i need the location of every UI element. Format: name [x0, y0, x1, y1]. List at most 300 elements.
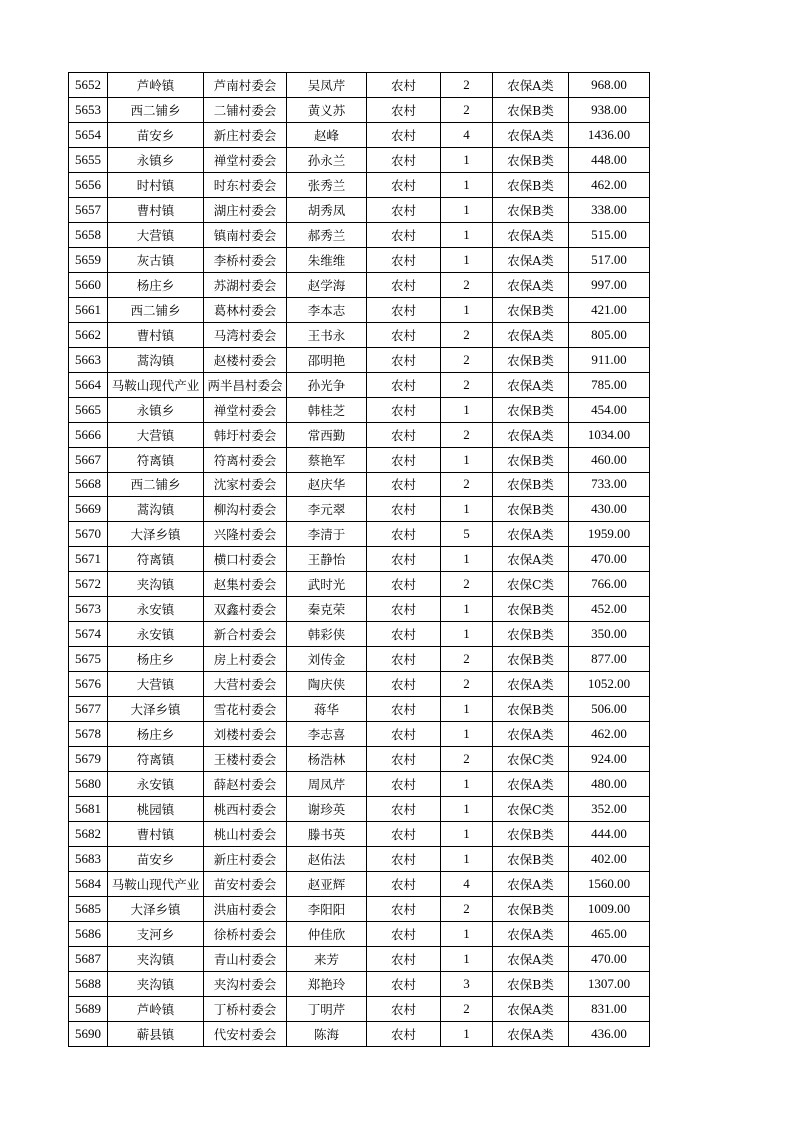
- village-cell: [204, 297, 287, 322]
- insurance-class: 农保B类: [507, 627, 554, 643]
- town: 西二铺乡: [130, 102, 181, 118]
- table-row: [69, 497, 650, 522]
- village: 芦南村委会: [213, 77, 277, 93]
- area-type-cell: [367, 172, 441, 197]
- amount-cell: [569, 297, 650, 322]
- row-id-cell: [69, 872, 108, 897]
- row-id-cell: [69, 472, 108, 497]
- amount-cell: [569, 247, 650, 272]
- household-count: 4: [463, 126, 470, 142]
- village-cell: [204, 397, 287, 422]
- town-cell: [108, 697, 204, 722]
- village: 代安村委会: [213, 1026, 277, 1042]
- person-name: 蒋华: [313, 702, 339, 718]
- table-row: [69, 73, 650, 98]
- village: 双鑫村委会: [213, 602, 277, 618]
- amount: 352.00: [591, 801, 627, 817]
- household-count: 1: [463, 551, 470, 567]
- table-row: [69, 472, 650, 497]
- table-row: [69, 572, 650, 597]
- area-type: 农村: [390, 202, 416, 218]
- area-type: 农村: [390, 502, 416, 518]
- area-type: 农村: [390, 876, 416, 892]
- amount-cell: [569, 422, 650, 447]
- row-id: 5670: [75, 526, 101, 542]
- table-row: [69, 122, 650, 147]
- insurance-class-cell: [493, 797, 569, 822]
- amount-cell: [569, 996, 650, 1021]
- table-row: [69, 172, 650, 197]
- table-row: [69, 297, 650, 322]
- person-name: 韩彩侠: [307, 627, 346, 643]
- amount-cell: [569, 397, 650, 422]
- row-id-cell: [69, 73, 108, 98]
- household-count: 1: [463, 601, 470, 617]
- insurance-class-cell: [493, 197, 569, 222]
- town-cell: [108, 447, 204, 472]
- row-id: 5677: [75, 701, 101, 717]
- insurance-class-cell: [493, 172, 569, 197]
- town-cell: [108, 896, 204, 921]
- household-count: 1: [463, 776, 470, 792]
- row-id-cell: [69, 921, 108, 946]
- person-name-cell: [287, 347, 367, 372]
- town: 芦岭镇: [136, 1001, 175, 1017]
- insurance-class: 农保A类: [507, 951, 554, 967]
- row-id: 5661: [75, 301, 101, 317]
- town: 马鞍山现代产业: [111, 377, 200, 393]
- insurance-class-cell: [493, 747, 569, 772]
- town-cell: [108, 996, 204, 1021]
- insurance-class-cell: [493, 372, 569, 397]
- insurance-class-cell: [493, 946, 569, 971]
- insurance-class-cell: [493, 147, 569, 172]
- village: 马湾村委会: [213, 327, 277, 343]
- amount: 444.00: [591, 826, 627, 842]
- row-id-cell: [69, 447, 108, 472]
- household-count: 1: [463, 1025, 470, 1041]
- area-type: 农村: [390, 802, 416, 818]
- household-count-cell: [441, 921, 493, 946]
- person-name-cell: [287, 697, 367, 722]
- person-name: 郑艳玲: [307, 976, 346, 992]
- insurance-class-cell: [493, 896, 569, 921]
- town: 大泽乡镇: [130, 901, 181, 917]
- row-id-cell: [69, 347, 108, 372]
- person-name-cell: [287, 672, 367, 697]
- village-cell: [204, 172, 287, 197]
- person-name-cell: [287, 97, 367, 122]
- row-id: 5690: [75, 1025, 101, 1041]
- town-cell: [108, 547, 204, 572]
- amount-cell: [569, 447, 650, 472]
- household-count-cell: [441, 572, 493, 597]
- person-name-cell: [287, 946, 367, 971]
- household-count-cell: [441, 247, 493, 272]
- household-count: 2: [463, 751, 470, 767]
- amount-cell: [569, 572, 650, 597]
- town-cell: [108, 222, 204, 247]
- village: 禅堂村委会: [213, 152, 277, 168]
- village: 赵楼村委会: [213, 352, 277, 368]
- insurance-class: 农保A类: [507, 277, 554, 293]
- table-row: [69, 547, 650, 572]
- town-cell: [108, 872, 204, 897]
- town-cell: [108, 197, 204, 222]
- household-count-cell: [441, 347, 493, 372]
- area-type-cell: [367, 522, 441, 547]
- insurance-class-cell: [493, 247, 569, 272]
- village-cell: [204, 73, 287, 98]
- town: 夹沟镇: [136, 976, 175, 992]
- person-name: 来芳: [313, 951, 339, 967]
- insurance-class-cell: [493, 572, 569, 597]
- amount-cell: [569, 197, 650, 222]
- town-cell: [108, 122, 204, 147]
- table-row: [69, 397, 650, 422]
- insurance-class: 农保A类: [507, 377, 554, 393]
- insurance-class: 农保A类: [507, 677, 554, 693]
- amount: 517.00: [591, 251, 627, 267]
- insurance-class: 农保B类: [507, 477, 554, 493]
- person-name: 赵庆华: [307, 477, 346, 493]
- row-id: 5672: [75, 576, 101, 592]
- town: 大营镇: [136, 677, 175, 693]
- row-id-cell: [69, 847, 108, 872]
- amount: 1052.00: [587, 676, 631, 692]
- household-count: 2: [463, 101, 470, 117]
- insurance-class: 农保A类: [507, 926, 554, 942]
- household-count-cell: [441, 872, 493, 897]
- village-cell: [204, 622, 287, 647]
- town: 蒿沟镇: [136, 502, 175, 518]
- person-name-cell: [287, 797, 367, 822]
- village-cell: [204, 822, 287, 847]
- table-row: [69, 422, 650, 447]
- town-cell: [108, 97, 204, 122]
- insurance-class: 农保B类: [507, 827, 554, 843]
- person-name-cell: [287, 1021, 367, 1046]
- insurance-class-cell: [493, 921, 569, 946]
- area-type: 农村: [390, 327, 416, 343]
- insurance-class-cell: [493, 347, 569, 372]
- person-name-cell: [287, 872, 367, 897]
- household-count-cell: [441, 946, 493, 971]
- table-row: [69, 797, 650, 822]
- amount: 877.00: [591, 651, 627, 667]
- village-cell: [204, 872, 287, 897]
- amount-cell: [569, 822, 650, 847]
- row-id: 5652: [75, 76, 101, 92]
- benefit-table: [68, 72, 650, 1047]
- row-id: 5683: [75, 851, 101, 867]
- row-id: 5658: [75, 226, 101, 242]
- household-count-cell: [441, 472, 493, 497]
- insurance-class: 农保B类: [507, 976, 554, 992]
- person-name-cell: [287, 597, 367, 622]
- insurance-class-cell: [493, 522, 569, 547]
- household-count: 2: [463, 426, 470, 442]
- row-id: 5656: [75, 176, 101, 192]
- area-type-cell: [367, 921, 441, 946]
- amount: 766.00: [591, 576, 627, 592]
- town: 西二铺乡: [130, 302, 181, 318]
- person-name: 武时光: [307, 577, 346, 593]
- row-id: 5662: [75, 326, 101, 342]
- insurance-class-cell: [493, 996, 569, 1021]
- area-type: 农村: [390, 752, 416, 768]
- table-row: [69, 647, 650, 672]
- town: 永镇乡: [136, 402, 175, 418]
- area-type: 农村: [390, 827, 416, 843]
- household-count-cell: [441, 547, 493, 572]
- area-type: 农村: [390, 577, 416, 593]
- insurance-class-cell: [493, 971, 569, 996]
- amount: 1034.00: [587, 426, 631, 442]
- village-cell: [204, 422, 287, 447]
- area-type: 农村: [390, 452, 416, 468]
- person-name-cell: [287, 971, 367, 996]
- amount-cell: [569, 747, 650, 772]
- area-type: 农村: [390, 177, 416, 193]
- household-count: 1: [463, 925, 470, 941]
- row-id-cell: [69, 497, 108, 522]
- town-cell: [108, 322, 204, 347]
- row-id-cell: [69, 647, 108, 672]
- area-type-cell: [367, 971, 441, 996]
- insurance-class: 农保B类: [507, 352, 554, 368]
- amount: 452.00: [591, 601, 627, 617]
- table-row: [69, 996, 650, 1021]
- insurance-class-cell: [493, 622, 569, 647]
- amount: 436.00: [591, 1025, 627, 1041]
- amount-cell: [569, 522, 650, 547]
- person-name: 吴凤芹: [307, 77, 346, 93]
- town: 灰古镇: [136, 252, 175, 268]
- insurance-class: 农保B类: [507, 502, 554, 518]
- household-count: 1: [463, 501, 470, 517]
- amount-cell: [569, 772, 650, 797]
- village-cell: [204, 97, 287, 122]
- village-cell: [204, 647, 287, 672]
- household-count: 2: [463, 276, 470, 292]
- insurance-class-cell: [493, 697, 569, 722]
- person-name-cell: [287, 497, 367, 522]
- insurance-class: 农保C类: [506, 577, 555, 593]
- area-type-cell: [367, 896, 441, 921]
- town-cell: [108, 372, 204, 397]
- village: 大营村委会: [213, 677, 277, 693]
- person-name: 陶庆侠: [307, 677, 346, 693]
- area-type-cell: [367, 572, 441, 597]
- town: 夹沟镇: [136, 951, 175, 967]
- household-count-cell: [441, 622, 493, 647]
- person-name: 陈海: [313, 1026, 339, 1042]
- household-count: 2: [463, 351, 470, 367]
- person-name: 赵学海: [307, 277, 346, 293]
- person-name-cell: [287, 722, 367, 747]
- town-cell: [108, 847, 204, 872]
- amount: 785.00: [591, 376, 627, 392]
- village: 房上村委会: [213, 652, 277, 668]
- person-name: 孙永兰: [307, 152, 346, 168]
- household-count-cell: [441, 397, 493, 422]
- household-count: 3: [463, 975, 470, 991]
- village-cell: [204, 547, 287, 572]
- area-type: 农村: [390, 777, 416, 793]
- village-cell: [204, 472, 287, 497]
- insurance-class: 农保B类: [507, 702, 554, 718]
- area-type-cell: [367, 672, 441, 697]
- insurance-class: 农保A类: [507, 427, 554, 443]
- village: 新合村委会: [213, 627, 277, 643]
- amount-cell: [569, 372, 650, 397]
- row-id-cell: [69, 822, 108, 847]
- amount-cell: [569, 1021, 650, 1046]
- village-cell: [204, 247, 287, 272]
- area-type-cell: [367, 822, 441, 847]
- person-name-cell: [287, 996, 367, 1021]
- household-count: 1: [463, 950, 470, 966]
- table-row: [69, 522, 650, 547]
- table-row: [69, 921, 650, 946]
- amount-cell: [569, 597, 650, 622]
- row-id: 5688: [75, 975, 101, 991]
- area-type: 农村: [390, 976, 416, 992]
- village: 王楼村委会: [213, 752, 277, 768]
- row-id-cell: [69, 297, 108, 322]
- town: 杨庄乡: [136, 727, 175, 743]
- person-name: 蔡艳军: [307, 452, 346, 468]
- household-count: 1: [463, 151, 470, 167]
- amount: 968.00: [591, 76, 627, 92]
- table-row: [69, 222, 650, 247]
- town: 永镇乡: [136, 152, 175, 168]
- town: 蒿沟镇: [136, 352, 175, 368]
- insurance-class-cell: [493, 272, 569, 297]
- town: 杨庄乡: [136, 277, 175, 293]
- household-count: 1: [463, 251, 470, 267]
- household-count: 1: [463, 226, 470, 242]
- person-name: 胡秀凤: [307, 202, 346, 218]
- town-cell: [108, 172, 204, 197]
- household-count: 2: [463, 1000, 470, 1016]
- amount-cell: [569, 971, 650, 996]
- insurance-class: 农保A类: [507, 777, 554, 793]
- town-cell: [108, 797, 204, 822]
- person-name: 李阳阳: [307, 901, 346, 917]
- town-cell: [108, 297, 204, 322]
- person-name-cell: [287, 772, 367, 797]
- row-id-cell: [69, 147, 108, 172]
- village-cell: [204, 946, 287, 971]
- person-name: 刘传金: [307, 652, 346, 668]
- insurance-class: 农保A类: [507, 552, 554, 568]
- insurance-class: 农保B类: [507, 452, 554, 468]
- row-id-cell: [69, 697, 108, 722]
- row-id: 5686: [75, 925, 101, 941]
- village: 刘楼村委会: [213, 727, 277, 743]
- amount-cell: [569, 697, 650, 722]
- household-count-cell: [441, 722, 493, 747]
- area-type-cell: [367, 1021, 441, 1046]
- village-cell: [204, 197, 287, 222]
- amount-cell: [569, 722, 650, 747]
- household-count-cell: [441, 322, 493, 347]
- area-type: 农村: [390, 852, 416, 868]
- village: 二铺村委会: [213, 102, 277, 118]
- town: 曹村镇: [136, 827, 175, 843]
- household-count-cell: [441, 197, 493, 222]
- insurance-class: 农保B类: [507, 402, 554, 418]
- village-cell: [204, 447, 287, 472]
- town-cell: [108, 772, 204, 797]
- person-name: 李本志: [307, 302, 346, 318]
- row-id-cell: [69, 122, 108, 147]
- table-row: [69, 97, 650, 122]
- person-name-cell: [287, 73, 367, 98]
- area-type: 农村: [390, 527, 416, 543]
- area-type-cell: [367, 547, 441, 572]
- household-count: 4: [463, 875, 470, 891]
- person-name: 赵亚辉: [307, 876, 346, 892]
- town: 大营镇: [136, 427, 175, 443]
- amount-cell: [569, 797, 650, 822]
- insurance-class: 农保C类: [506, 752, 555, 768]
- insurance-class: 农保A类: [507, 252, 554, 268]
- village: 沈家村委会: [213, 477, 277, 493]
- row-id-cell: [69, 522, 108, 547]
- village: 两半昌村委会: [207, 377, 283, 393]
- household-count: 1: [463, 201, 470, 217]
- amount: 430.00: [591, 501, 627, 517]
- table-row: [69, 772, 650, 797]
- person-name: 王书永: [307, 327, 346, 343]
- area-type-cell: [367, 322, 441, 347]
- area-type: 农村: [390, 377, 416, 393]
- town: 符离镇: [136, 452, 175, 468]
- amount: 1436.00: [587, 126, 631, 142]
- insurance-class: 农保A类: [507, 127, 554, 143]
- area-type-cell: [367, 147, 441, 172]
- town: 夹沟镇: [136, 577, 175, 593]
- village: 新庄村委会: [213, 852, 277, 868]
- person-name: 韩桂芝: [307, 402, 346, 418]
- area-type: 农村: [390, 652, 416, 668]
- area-type-cell: [367, 422, 441, 447]
- person-name-cell: [287, 572, 367, 597]
- town: 时村镇: [136, 177, 175, 193]
- row-id: 5676: [75, 676, 101, 692]
- amount: 733.00: [591, 476, 627, 492]
- village-cell: [204, 522, 287, 547]
- table-row: [69, 147, 650, 172]
- town: 杨庄乡: [136, 652, 175, 668]
- table-row: [69, 197, 650, 222]
- insurance-class: 农保C类: [506, 802, 555, 818]
- village-cell: [204, 572, 287, 597]
- row-id: 5689: [75, 1000, 101, 1016]
- village: 镇南村委会: [213, 227, 277, 243]
- area-type-cell: [367, 122, 441, 147]
- person-name-cell: [287, 222, 367, 247]
- village-cell: [204, 747, 287, 772]
- insurance-class-cell: [493, 73, 569, 98]
- household-count: 1: [463, 401, 470, 417]
- person-name-cell: [287, 197, 367, 222]
- town: 桃园镇: [136, 802, 175, 818]
- town-cell: [108, 522, 204, 547]
